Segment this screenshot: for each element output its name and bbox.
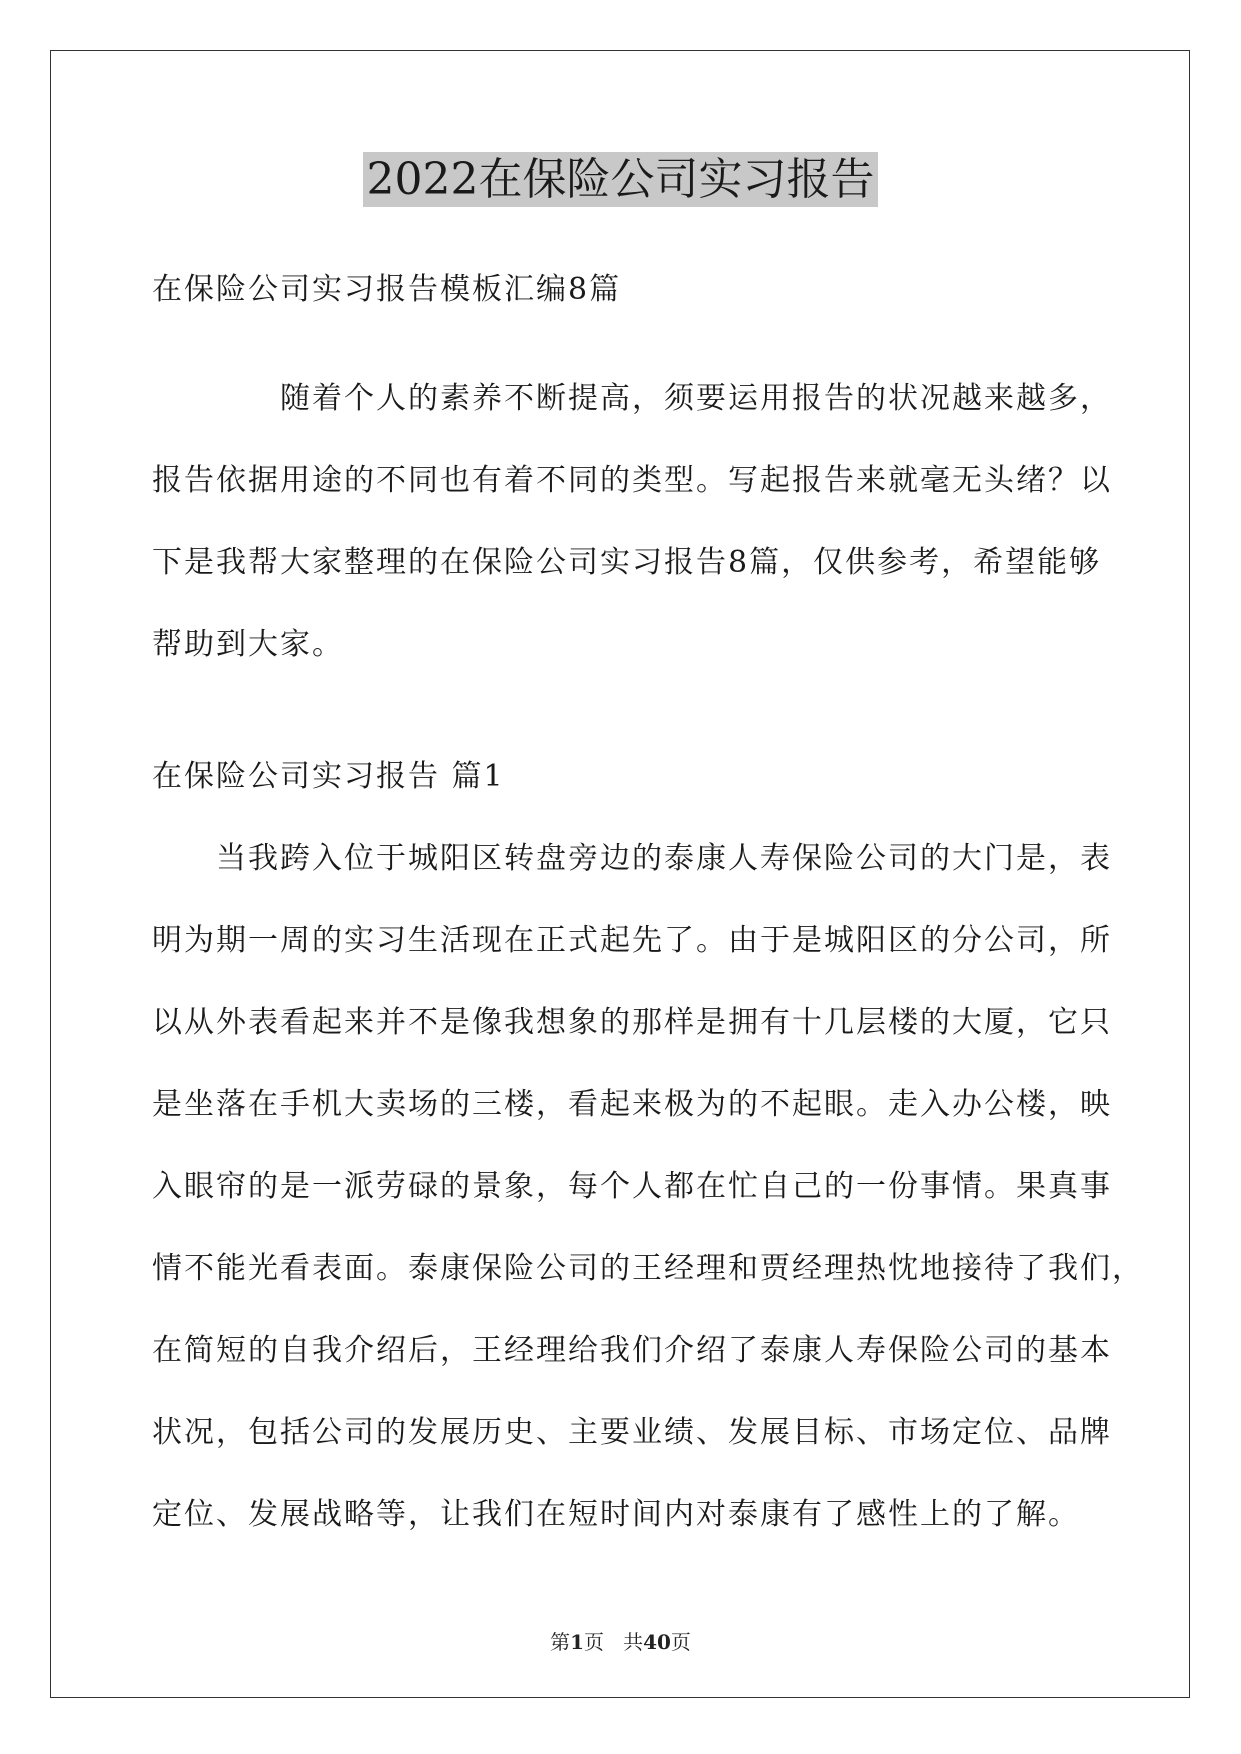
intro-line: 报告依据用途的不同也有着不同的类型。写起报告来就毫无头绪？以 [152, 463, 1112, 498]
body-line: 是坐落在手机大卖场的三楼，看起来极为的不起眼。走入办公楼，映 [152, 1087, 1112, 1122]
page-footer [0, 1627, 1241, 1657]
document-subtitle: 在保险公司实习报告模板汇编8篇 [152, 272, 622, 307]
document-title [0, 150, 1241, 210]
body-line: 状况，包括公司的发展历史、主要业绩、发展目标、市场定位、品牌 [152, 1415, 1112, 1450]
body-line: 定位、发展战略等，让我们在短时间内对泰康有了感性上的了解。 [152, 1497, 1080, 1532]
body-line: 在简短的自我介绍后，王经理给我们介绍了泰康人寿保险公司的基本 [152, 1333, 1112, 1368]
intro-line: 随着个人的素养不断提高，须要运用报告的状况越来越多， [152, 381, 1112, 416]
document-title-text: 2022在保险公司实习报告 [363, 152, 879, 207]
intro-line: 下是我帮大家整理的在保险公司实习报告8篇，仅供参考，希望能够 [152, 545, 1102, 580]
total-suffix: 页 [670, 1630, 691, 1654]
total-pages: 40 [643, 1630, 671, 1654]
body-line: 情不能光看表面。泰康保险公司的王经理和贾经理热忱地接待了我们， [152, 1251, 1144, 1286]
body-paragraph [152, 818, 1144, 1556]
body-line: 当我跨入位于城阳区转盘旁边的泰康人寿保险公司的大门是，表 [152, 841, 1112, 876]
section-heading: 在保险公司实习报告 篇1 [152, 759, 505, 794]
total-prefix: 共 [623, 1630, 644, 1654]
intro-line: 帮助到大家。 [152, 627, 344, 662]
page-suffix: 页 [584, 1630, 604, 1654]
body-line: 入眼帘的是一派劳碌的景象，每个人都在忙自己的一份事情。果真事 [152, 1169, 1112, 1204]
intro-paragraph [152, 358, 1112, 686]
body-line: 明为期一周的实习生活现在正式起先了。由于是城阳区的分公司，所 [152, 923, 1112, 958]
body-line: 以从外表看起来并不是像我想象的那样是拥有十几层楼的大厦，它只 [152, 1005, 1112, 1040]
page-prefix: 第 [550, 1630, 571, 1654]
page-number: 1 [570, 1630, 584, 1654]
